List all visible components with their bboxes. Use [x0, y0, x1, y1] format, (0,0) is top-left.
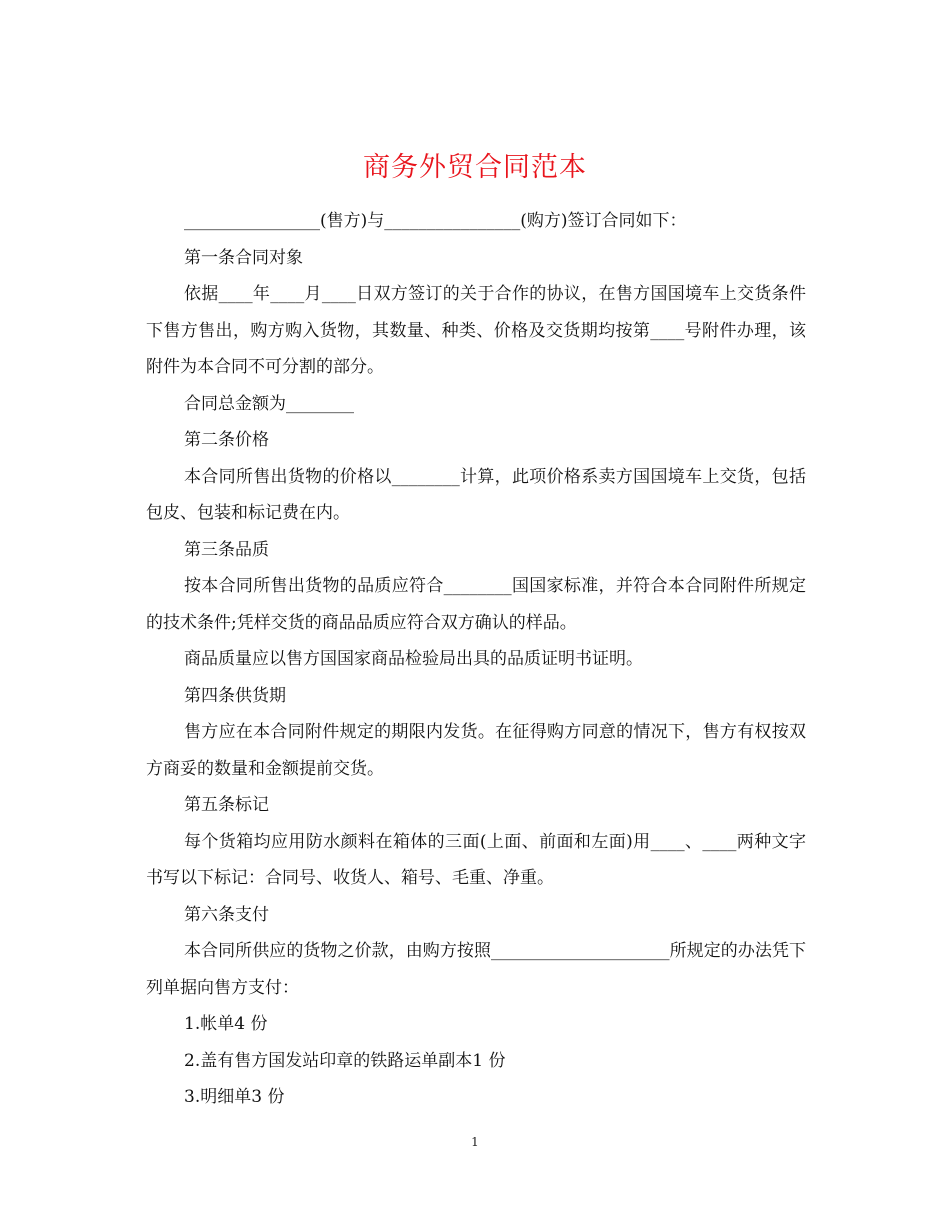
article-heading-5: 第五条标记 — [184, 795, 269, 815]
article-heading-2: 第二条价格 — [184, 430, 269, 450]
article-2-text: 本合同所售出货物的价格以________计算，此项价格系卖方国国境车上交货，包括包皮、包装和标记费在内。 — [146, 466, 806, 523]
article-5-text: 每个货箱均应用防水颜料在箱体的三面(上面、前面和左面)用____、____两种文字书写以下标记：合同号、收货人、箱号、毛重、净重。 — [146, 831, 806, 888]
page-number: 1 — [471, 1135, 479, 1149]
article-3-quality-proof: 商品质量应以售方国国家商品检验局出具的品质证明书证明。 — [184, 649, 643, 669]
article-heading-6: 第六条支付 — [184, 904, 269, 925]
total-amount-line: 合同总金额为________ — [184, 393, 354, 414]
document-list-item: 1.帐单4 份 — [184, 1014, 268, 1034]
article-heading-1: 第一条合同对象 — [184, 247, 303, 268]
page-title: 商务外贸合同范本 — [363, 152, 587, 184]
article-6-text: 本合同所供应的货物之价款，由购方按照_____________________所规定的办法凭下列单据向售方支付： — [146, 941, 806, 998]
document-list-item: 2.盖有售方国发站印章的铁路运单副本1 份 — [184, 1050, 506, 1071]
contract-body — [146, 203, 806, 1116]
article-heading-3: 第三条品质 — [184, 539, 269, 560]
article-4-text: 售方应在本合同附件规定的期限内发货。在征得购方同意的情况下，售方有权按双方商妥的数量和金额提前交货。 — [146, 722, 806, 779]
article-3-text: 按本合同所售出货物的品质应符合________国国家标准，并符合本合同附件所规定的技术条件;凭样交货的商品品质应符合双方确认的样品。 — [146, 576, 806, 633]
article-heading-4: 第四条供货期 — [184, 685, 286, 706]
document-list-item: 3.明细单3 份 — [184, 1087, 285, 1107]
contract-parties-line: ________________(售方)与________________(购方)签订合同如下： — [184, 211, 687, 231]
article-1-text: 依据____年____月____日双方签订的关于合作的协议，在售方国国境车上交货条件下售方售出，购方购入货物，其数量、种类、价格及交货期均按第____号附件办理，该附件为本合同不可分割的部分。 — [146, 284, 806, 377]
